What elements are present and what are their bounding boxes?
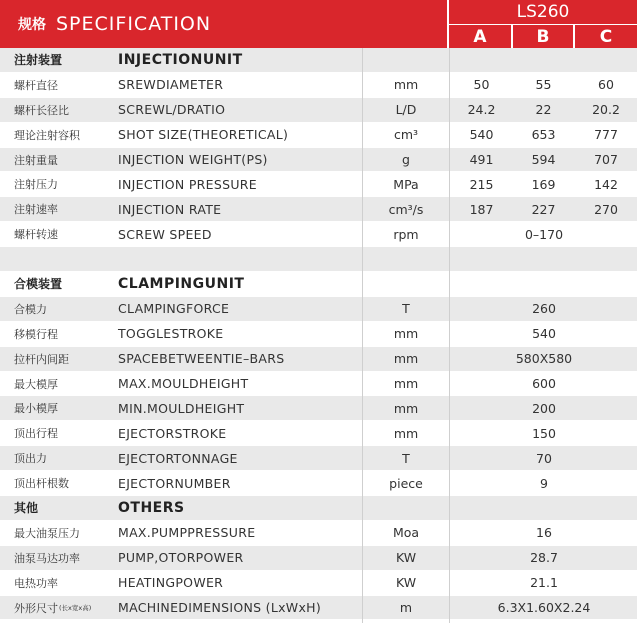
label-cn-text: 螺杆转速: [14, 228, 58, 242]
table-row: [0, 521, 637, 546]
label-cn: [14, 521, 80, 545]
table-row: [0, 197, 637, 222]
label-cn-text: 螺杆长径比: [14, 103, 69, 117]
label-cn: [14, 496, 38, 520]
value-all: 150: [532, 425, 556, 441]
label-en: HEATINGPOWER: [118, 575, 224, 591]
label-cn: [14, 446, 47, 470]
unit-cell: L/D: [395, 102, 417, 118]
value-all: 70: [536, 450, 552, 466]
section-row: [0, 496, 637, 521]
label-cn-text: 顶出杆根数: [14, 477, 69, 491]
spec-table: [0, 48, 637, 620]
value-a: 187: [469, 201, 494, 217]
label-cn-text: 电热功率: [14, 576, 58, 590]
table-row: [0, 172, 637, 197]
value-all: 580X580: [515, 351, 573, 367]
label-en: INJECTION PRESSURE: [118, 176, 257, 192]
label-cn: [14, 396, 58, 420]
label-cn-text: 注射速率: [14, 203, 58, 217]
label-en: EJECTORNUMBER: [118, 475, 231, 491]
value-all: 21.1: [530, 575, 558, 591]
label-cn-sub: (长x宽x高): [59, 604, 92, 613]
label-en: SPACEBETWEENTIE–BARS: [118, 351, 285, 367]
value-all: 200: [532, 400, 556, 416]
unit-cell: T: [402, 301, 410, 317]
unit-cell: mm: [393, 77, 419, 93]
unit-cell: m: [399, 600, 413, 616]
table-row: [0, 123, 637, 148]
value-all: 0–170: [524, 226, 564, 242]
header-title-en: SPECIFICATION: [56, 13, 212, 35]
label-cn: [14, 421, 58, 445]
value-all: 540: [532, 326, 556, 342]
label-en: EJECTORTONNAGE: [118, 450, 238, 466]
spec-header: [0, 0, 637, 48]
value-c: 707: [594, 152, 618, 167]
label-cn-text: 顶出力: [14, 452, 47, 466]
value-a: 491: [469, 152, 494, 167]
label-en: PUMP,OTORPOWER: [118, 550, 244, 566]
label-en: OTHERS: [118, 499, 185, 516]
label-cn: [14, 222, 58, 246]
label-cn: [14, 372, 58, 396]
model-name: LS260: [449, 0, 637, 24]
label-cn-text: 最大模厚: [14, 377, 58, 391]
label-cn: [14, 98, 69, 122]
label-en: MACHINEDIMENSIONS (LxWxH): [118, 600, 322, 616]
label-cn-text: 注射重量: [14, 153, 58, 167]
section-row: [0, 48, 637, 73]
unit-cell: rpm: [393, 226, 419, 242]
unit-cell: Moa: [392, 525, 420, 541]
value-all: 9: [540, 475, 548, 491]
value-b: 653: [531, 127, 556, 143]
table-row: [0, 347, 637, 372]
label-cn-text: 油泵马达功率: [14, 551, 80, 565]
label-cn: [14, 48, 62, 72]
column-b-header: B: [513, 25, 573, 48]
value-c: 270: [594, 201, 618, 217]
value-b: 594: [531, 152, 556, 167]
label-en: MAX.PUMPPRESSURE: [118, 525, 256, 541]
label-cn-text: 理论注射容积: [14, 128, 80, 142]
header-title: [0, 0, 447, 48]
value-b: 55: [535, 77, 552, 93]
value-a: 24.2: [467, 102, 496, 118]
label-en: INJECTION RATE: [118, 201, 222, 217]
label-cn: [14, 73, 58, 97]
value-all: 260: [532, 301, 556, 317]
label-cn: [14, 272, 62, 296]
label-cn: [14, 347, 69, 371]
table-row: [0, 297, 637, 322]
unit-cell: KW: [395, 575, 417, 591]
value-c: 777: [594, 127, 618, 143]
unit-cell: g: [402, 152, 410, 167]
table-row: [0, 546, 637, 571]
column-c-header: C: [575, 25, 637, 48]
value-all: 600: [532, 376, 556, 392]
value-a: 50: [473, 77, 490, 93]
label-cn: [14, 596, 91, 620]
label-en: SREWDIAMETER: [118, 77, 224, 93]
section-row: [0, 272, 637, 297]
table-row: [0, 322, 637, 347]
label-cn-text: 顶出行程: [14, 427, 58, 441]
label-en: EJECTORSTROKE: [118, 425, 227, 441]
column-a-header: A: [449, 25, 511, 48]
label-cn: [14, 148, 58, 172]
table-row: [0, 471, 637, 496]
label-cn: [14, 471, 69, 495]
value-all: 28.7: [530, 550, 558, 566]
label-cn: [14, 172, 58, 196]
unit-cell: cm³: [393, 127, 419, 143]
label-en: CLAMPINGUNIT: [118, 275, 245, 292]
label-cn-text: 注射装置: [14, 53, 63, 68]
label-cn-text: 最大油泵压力: [14, 526, 80, 540]
table-row: [0, 596, 637, 621]
label-en: TOGGLESTROKE: [118, 326, 224, 342]
unit-cell: mm: [393, 351, 419, 367]
label-cn: [14, 322, 58, 346]
value-b: 22: [535, 102, 552, 118]
value-b: 227: [531, 201, 556, 217]
label-cn: [14, 123, 80, 147]
label-en: MAX.MOULDHEIGHT: [118, 376, 249, 392]
value-a: 540: [469, 127, 494, 143]
label-cn: [14, 546, 80, 570]
unit-cell: MPa: [393, 176, 419, 192]
label-cn-text: 最小模厚: [14, 402, 58, 416]
label-cn: [14, 297, 47, 321]
unit-cell: mm: [393, 425, 419, 441]
unit-cell: mm: [393, 326, 419, 342]
value-all: 6.3X1.60X2.24: [497, 600, 591, 616]
value-c: 20.2: [592, 102, 620, 118]
label-en: SHOT SIZE(THEORETICAL): [118, 127, 289, 143]
label-en: SCREWL/DRATIO: [118, 102, 226, 118]
table-row: [0, 571, 637, 596]
label-cn-text: 螺杆直径: [14, 78, 58, 92]
divider-unit: [362, 48, 363, 623]
label-cn-text: 注射压力: [14, 178, 58, 192]
unit-cell: mm: [393, 376, 419, 392]
unit-cell: mm: [393, 400, 419, 416]
value-all: 16: [536, 525, 552, 541]
label-cn: [14, 197, 58, 221]
label-en: SCREW SPEED: [118, 226, 212, 242]
header-title-cn: 规格: [18, 17, 46, 33]
label-cn: [14, 571, 58, 595]
label-cn-text: 其他: [14, 501, 39, 516]
divider-values: [449, 48, 450, 623]
label-en: INJECTION WEIGHT(PS): [118, 152, 268, 167]
table-row: [0, 421, 637, 446]
value-a: 215: [469, 176, 494, 192]
unit-cell: cm³/s: [388, 201, 424, 217]
label-cn-text: 外形尺寸: [14, 601, 58, 615]
table-row: [0, 98, 637, 123]
table-row: [0, 148, 637, 173]
label-en: INJECTIONUNIT: [118, 51, 243, 68]
value-c: 142: [594, 176, 618, 192]
blank-row: [0, 247, 637, 272]
value-c: 60: [598, 77, 614, 93]
label-cn-text: 拉杆内间距: [14, 352, 69, 366]
table-row: [0, 396, 637, 421]
table-row: [0, 73, 637, 98]
label-en: MIN.MOULDHEIGHT: [118, 400, 245, 416]
label-cn-text: 合模力: [14, 302, 47, 316]
label-cn-text: 合模装置: [14, 277, 63, 292]
table-row: [0, 222, 637, 247]
value-b: 169: [531, 176, 556, 192]
unit-cell: T: [402, 450, 410, 466]
unit-cell: KW: [395, 550, 417, 566]
label-cn-text: 移模行程: [14, 327, 58, 341]
table-row: [0, 372, 637, 397]
label-en: CLAMPINGFORCE: [118, 301, 230, 317]
table-row: [0, 446, 637, 471]
unit-cell: piece: [389, 475, 423, 491]
